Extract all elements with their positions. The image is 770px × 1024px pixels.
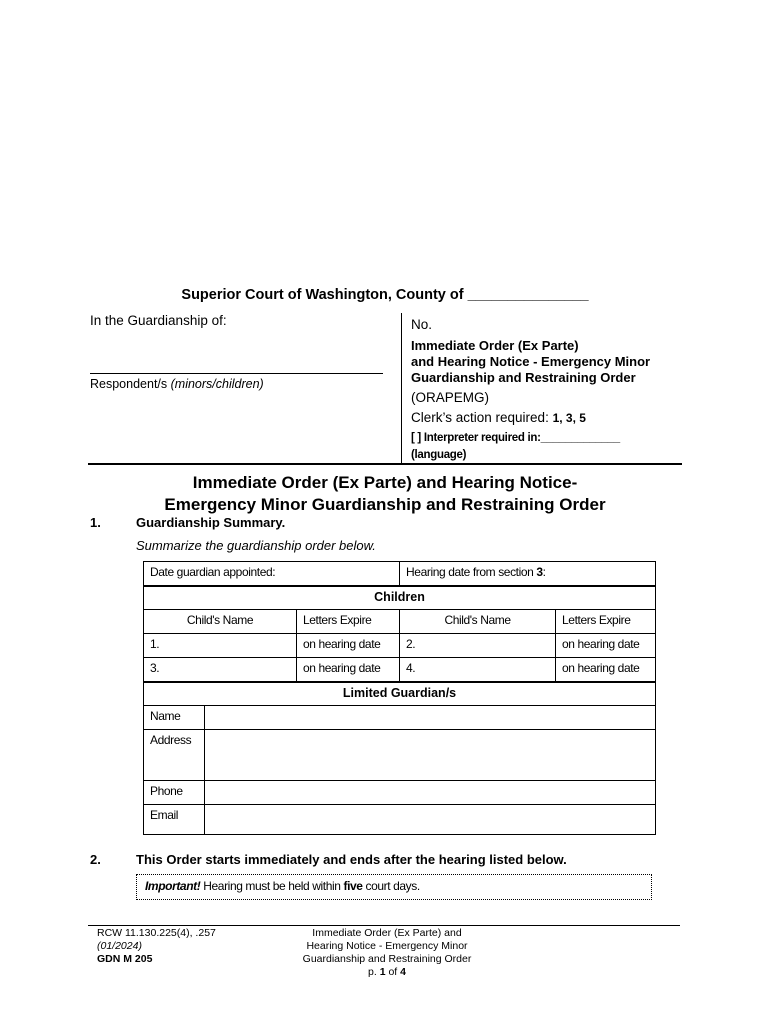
interpreter-label: [ ] Interpreter required in:_____________ bbox=[411, 432, 620, 444]
col-child-name: Child's Name bbox=[400, 610, 556, 634]
important-text: Hearing must be held within bbox=[200, 879, 344, 893]
form-code: (ORAPEMG) bbox=[411, 390, 490, 405]
hearing-date-section: 3 bbox=[536, 565, 543, 579]
guardian-email-field[interactable] bbox=[205, 805, 656, 835]
col-child-name: Child's Name bbox=[144, 610, 297, 634]
caption-title-line: Guardianship and Restraining Order bbox=[411, 370, 636, 385]
footer-title-line: Immediate Order (Ex Parte) and bbox=[312, 927, 462, 939]
footer-form-info bbox=[97, 927, 216, 966]
guardian-email-label: Email bbox=[144, 805, 205, 835]
respondent-label bbox=[90, 377, 264, 391]
child-name-cell[interactable]: 2. bbox=[400, 634, 556, 658]
caption-title-line: and Hearing Notice - Emergency Minor bbox=[411, 354, 651, 369]
letters-expire-cell: on hearing date bbox=[556, 634, 656, 658]
important-emphasis: five bbox=[343, 879, 363, 893]
footer-rule bbox=[88, 925, 680, 926]
respondent-name-line[interactable] bbox=[90, 373, 383, 374]
hearing-date-suffix: : bbox=[542, 565, 546, 579]
letters-expire-cell: on hearing date bbox=[556, 658, 656, 682]
document-title-line: Emergency Minor Guardianship and Restraining Order bbox=[164, 495, 606, 514]
important-text-end: court days. bbox=[362, 879, 420, 893]
guardian-name-field[interactable] bbox=[205, 706, 656, 730]
footer-title-line: Hearing Notice - Emergency Minor bbox=[306, 940, 468, 952]
child-name-cell[interactable]: 4. bbox=[400, 658, 556, 682]
date-appointed-label: Date guardian appointed: bbox=[150, 565, 276, 579]
section-2-heading: This Order starts immediately and ends after the hearing listed below. bbox=[136, 852, 567, 867]
document-title bbox=[0, 472, 770, 516]
clerk-action-value: 1, 3, 5 bbox=[552, 411, 586, 425]
letters-expire-cell: on hearing date bbox=[297, 634, 400, 658]
limited-guardians-heading: Limited Guardian/s bbox=[144, 682, 656, 706]
guardian-address-label: Address bbox=[144, 730, 205, 781]
caption-title-line: Immediate Order (Ex Parte) bbox=[411, 338, 579, 353]
page-number: p. 1 of 4 bbox=[368, 966, 406, 978]
footer-title bbox=[260, 927, 514, 979]
interpreter-checkbox[interactable] bbox=[411, 430, 620, 464]
letters-expire-cell: on hearing date bbox=[297, 658, 400, 682]
case-number-label: No. bbox=[411, 317, 433, 332]
section-1-number: 1. bbox=[90, 515, 101, 530]
footer-title-line: Guardianship and Restraining Order bbox=[302, 953, 472, 965]
caption-rule bbox=[88, 463, 682, 465]
child-name-cell[interactable]: 3. bbox=[144, 658, 297, 682]
hearing-date-label: Hearing date from section bbox=[406, 565, 537, 579]
language-label: (language) bbox=[411, 449, 467, 461]
caption-divider bbox=[401, 313, 402, 463]
section-1-instruction: Summarize the guardianship order below. bbox=[136, 538, 376, 553]
footer-statute: RCW 11.130.225(4), .257 bbox=[97, 927, 216, 939]
child-name-cell[interactable]: 1. bbox=[144, 634, 297, 658]
guardian-name-label: Name bbox=[144, 706, 205, 730]
important-label: Important! bbox=[145, 879, 201, 893]
guardian-phone-field[interactable] bbox=[205, 781, 656, 805]
clerk-action-label: Clerk’s action required: bbox=[411, 410, 549, 425]
caption-document-title bbox=[411, 338, 650, 386]
document-title-line: Immediate Order (Ex Parte) and Hearing Notice- bbox=[192, 473, 578, 492]
clerk-action bbox=[411, 410, 586, 425]
table-row bbox=[144, 658, 656, 682]
section-1-heading: Guardianship Summary. bbox=[136, 515, 286, 530]
guardianship-of-label: In the Guardianship of: bbox=[90, 313, 227, 328]
guardian-phone-label: Phone bbox=[144, 781, 205, 805]
children-heading: Children bbox=[144, 586, 656, 610]
footer-form-number: GDN M 205 bbox=[97, 953, 153, 965]
hearing-date-cell[interactable] bbox=[400, 562, 656, 586]
col-letters-expire: Letters Expire bbox=[556, 610, 656, 634]
date-appointed-cell[interactable] bbox=[144, 562, 400, 586]
guardianship-summary-table bbox=[143, 561, 656, 835]
guardian-address-field[interactable] bbox=[205, 730, 656, 781]
table-row bbox=[144, 634, 656, 658]
court-heading: Superior Court of Washington, County of _______________ bbox=[181, 287, 589, 303]
respondent-label-text: Respondent/s bbox=[90, 377, 168, 391]
respondent-qualifier: (minors/children) bbox=[170, 377, 264, 391]
important-notice bbox=[136, 874, 652, 900]
section-2-number: 2. bbox=[90, 852, 101, 867]
footer-revision: (01/2024) bbox=[97, 940, 142, 952]
col-letters-expire: Letters Expire bbox=[297, 610, 400, 634]
